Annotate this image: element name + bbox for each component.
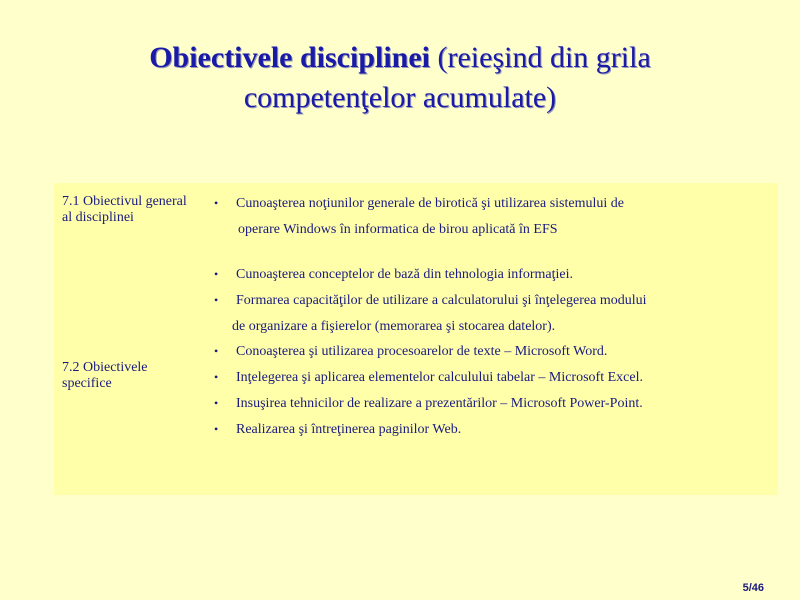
item-text-line-2: operare Windows în informatica de birou aplicată în EFS bbox=[238, 222, 558, 237]
title-line-1 bbox=[0, 38, 800, 78]
general-objective-label: 7.1 Obiectivul general al disciplinei bbox=[62, 194, 187, 225]
specific-objective-item bbox=[214, 338, 770, 365]
item-text-line-2: de organizare a fişierelor (memorarea şi stocarea datelor). bbox=[232, 319, 556, 334]
bullet-icon: • bbox=[214, 344, 219, 358]
item-text: Cunoaşterea conceptelor de bază din tehnologia informaţiei. bbox=[236, 267, 574, 282]
general-objective-item bbox=[214, 190, 770, 243]
objectives-table bbox=[54, 183, 778, 495]
bullet-icon: • bbox=[214, 267, 219, 281]
bullet-icon: • bbox=[214, 293, 219, 307]
bullet-icon: • bbox=[214, 422, 219, 436]
title-regular-part: (reieşind din grila bbox=[430, 41, 651, 74]
title-bold-part: Obiectivele disciplinei bbox=[149, 41, 431, 74]
page-number: 5/46 bbox=[742, 582, 764, 594]
specific-objective-item bbox=[214, 390, 770, 417]
content-column bbox=[200, 183, 778, 495]
title-line-2: competenţelor acumulate) bbox=[243, 81, 557, 114]
item-text: Insuşirea tehnicilor de realizare a prezentărilor – Microsoft Power-Point. bbox=[236, 396, 643, 411]
item-text: Inţelegerea şi aplicarea elementelor calculului tabelar – Microsoft Excel. bbox=[236, 370, 643, 385]
specific-objective-item bbox=[214, 416, 770, 443]
bullet-icon: • bbox=[214, 396, 219, 410]
bullet-icon: • bbox=[214, 370, 219, 384]
item-text: Realizarea şi întreţinerea paginilor Web. bbox=[236, 422, 462, 437]
label-column bbox=[54, 183, 200, 495]
item-text: Conoaşterea şi utilizarea procesoarelor de texte – Microsoft Word. bbox=[236, 344, 608, 359]
bullet-icon: • bbox=[214, 196, 219, 210]
specific-objective-item bbox=[214, 287, 770, 340]
specific-objectives-label: 7.2 Obiectivele specifice bbox=[62, 360, 148, 391]
item-text-line-1: Cunoaşterea noţiunilor generale de birotică şi utilizarea sistemului de bbox=[236, 196, 624, 211]
item-text-line-1: Formarea capacităţilor de utilizare a calculatorului şi înţelegerea modului bbox=[236, 293, 647, 308]
specific-objective-item bbox=[214, 364, 770, 391]
specific-objective-item bbox=[214, 261, 770, 288]
slide-title bbox=[0, 38, 800, 118]
